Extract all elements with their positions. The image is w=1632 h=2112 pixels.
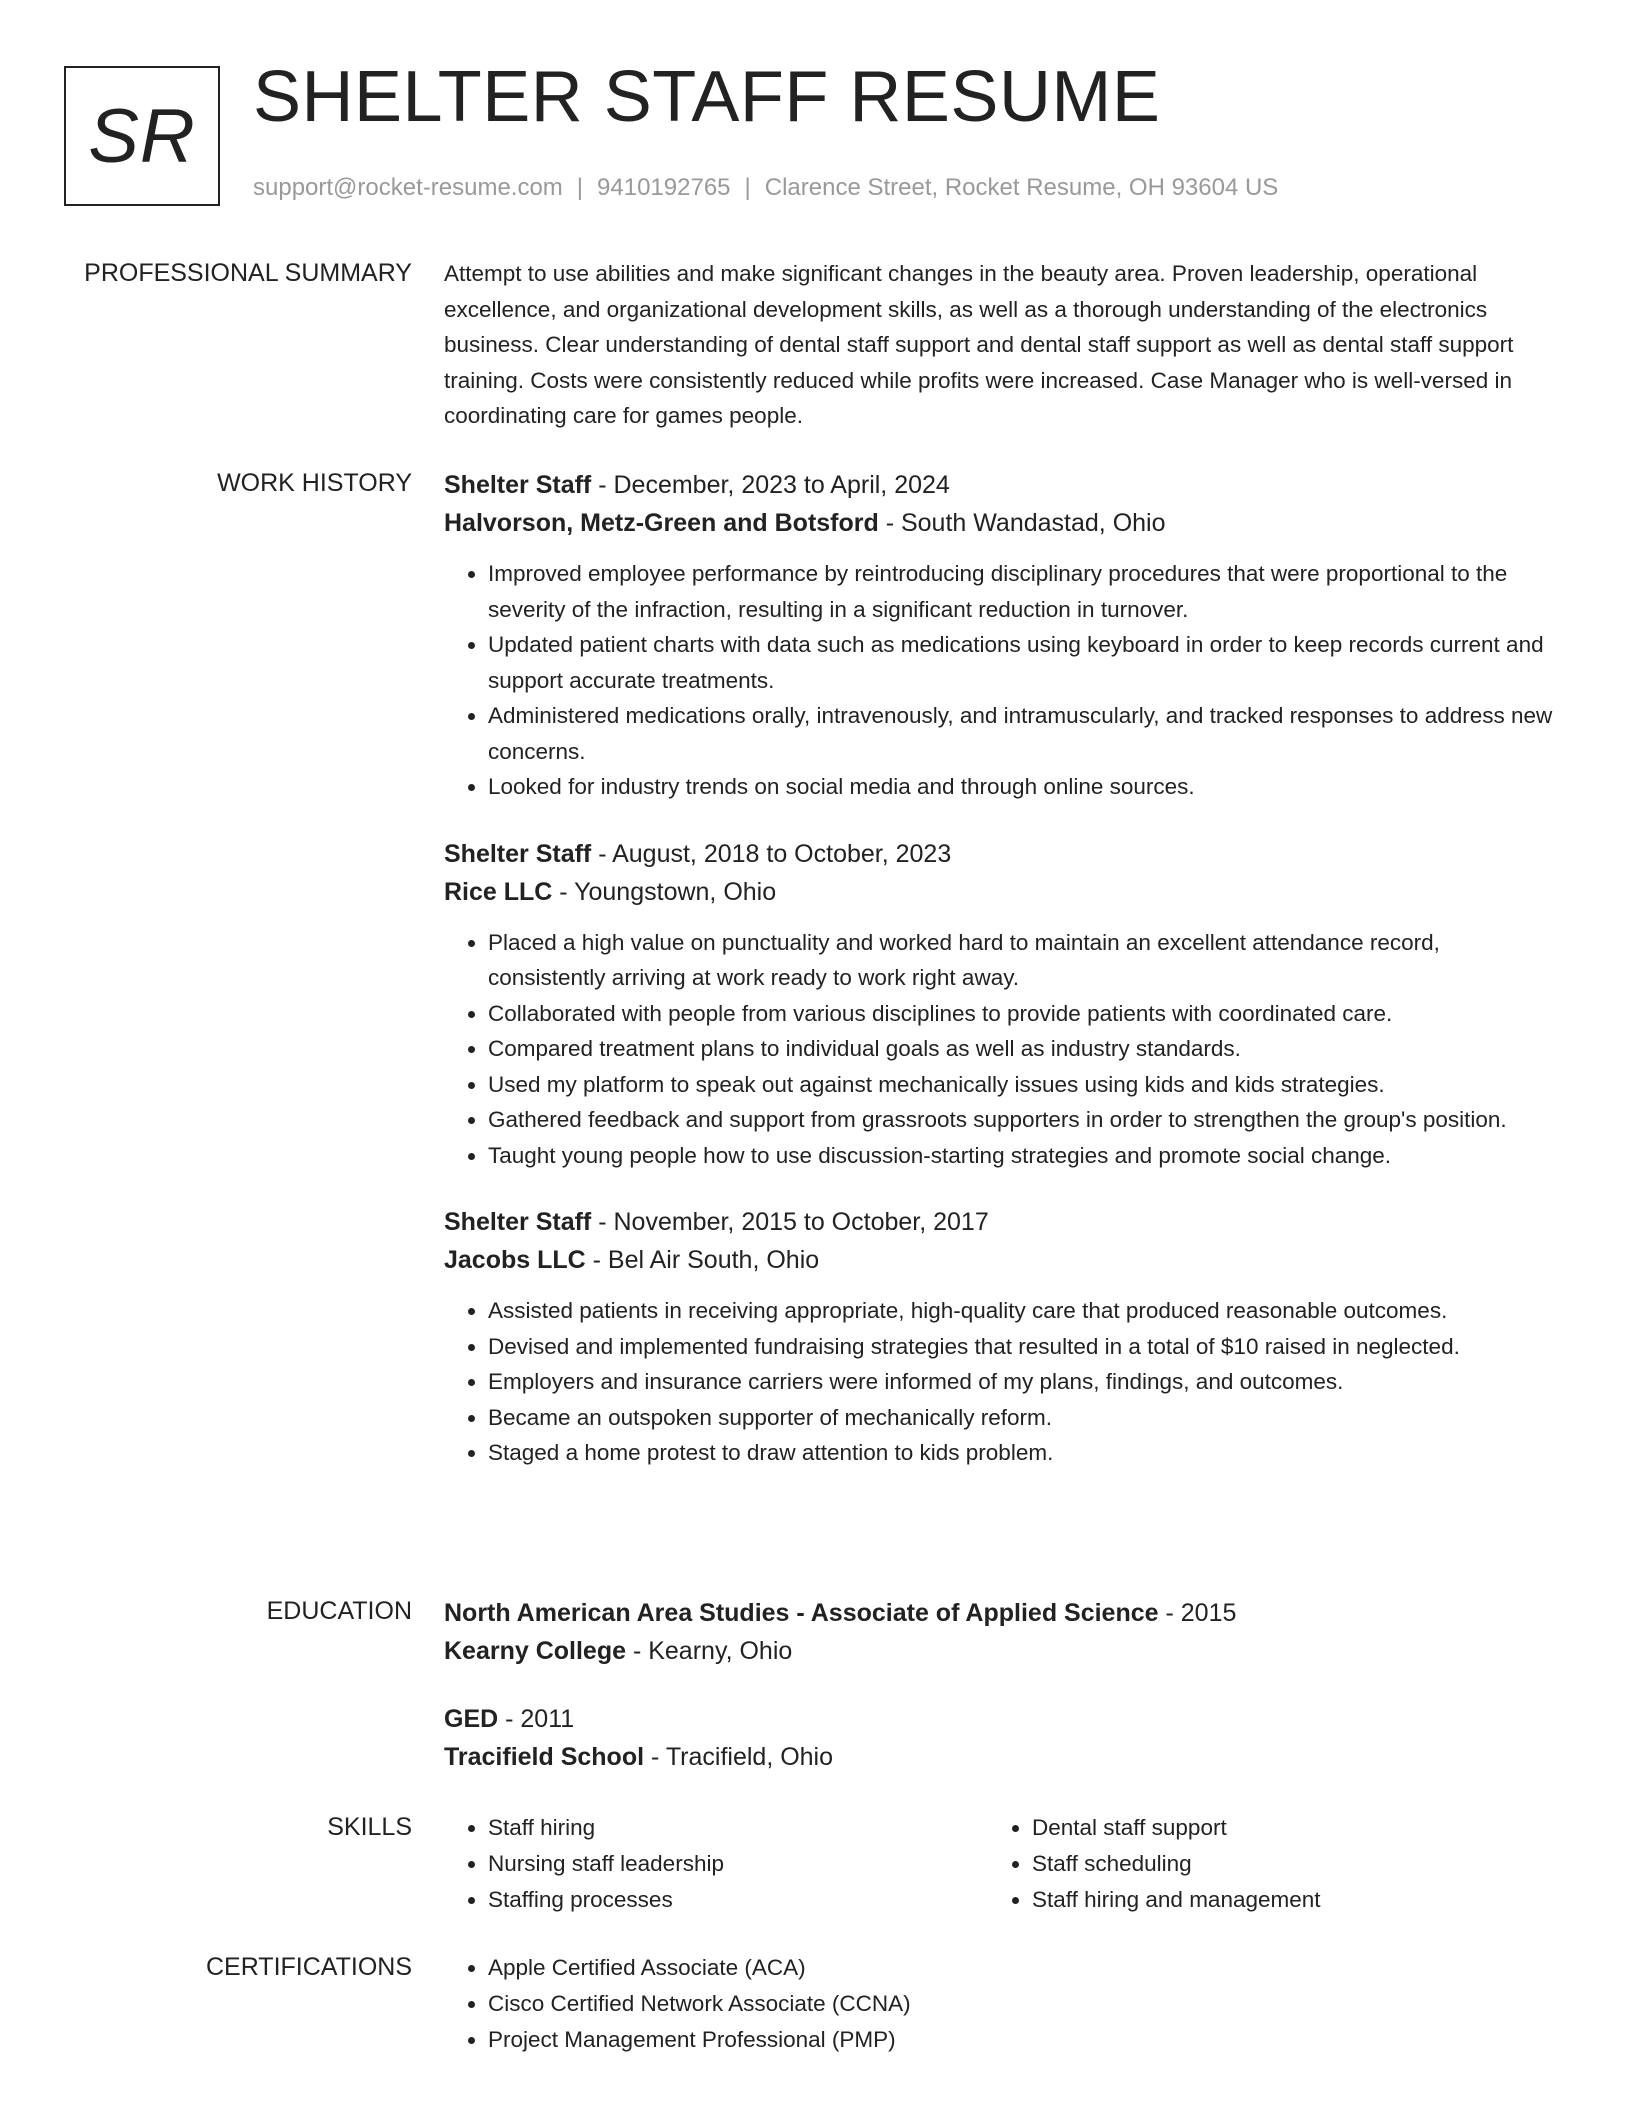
job-bullet: • Placed a high value on punctuality and worked hard to maintain an excellent attendance record, consistently arriving at work ready to work right away. [488,925,1554,996]
job-bullet: • Gathered feedback and support from grassroots supporters in order to strengthen the group's position. [488,1102,1554,1138]
contact-separator: | [744,174,751,201]
job-bullet: • Staged a home protest to draw attention to kids problem. [488,1435,1554,1471]
education-degree: North American Area Studies - Associate of Applied Science [444,1599,1159,1627]
job-entry [444,835,1554,1174]
job-dates: - November, 2015 to October, 2017 [591,1208,989,1236]
skills-body [444,1810,1554,1918]
education-degree-line [444,1700,1554,1738]
education-body [444,1594,1554,1806]
education-degree-line [444,1594,1554,1632]
summary-body [444,256,1554,434]
education-entry [444,1594,1554,1670]
job-company-line [444,1241,1554,1279]
skills-label: SKILLS [327,1813,412,1841]
skill-item: • Dental staff support [1032,1810,1532,1846]
job-dates: - August, 2018 to October, 2023 [591,839,952,868]
education-location: - Tracifield, Ohio [644,1743,834,1771]
job-entry [444,1203,1554,1471]
monogram-badge: SR [64,66,220,206]
job-bullet: • Assisted patients in receiving appropriate, high-quality care that produced reasonable outcomes. [488,1293,1554,1329]
job-bullet: • Administered medications orally, intravenously, and intramuscularly, and tracked responses to address new concerns. [488,698,1554,769]
job-bullets [444,1293,1554,1471]
education-degree: GED [444,1705,499,1733]
education-year: - 2011 [498,1705,575,1733]
job-title: Shelter Staff [444,1208,592,1236]
education-school: Tracifield School [444,1743,645,1771]
summary-text: Attempt to use abilities and make significant changes in the beauty area. Proven leadership, operational excellence, and organizational development skills, as well as a thorough understanding of the electronics business. Clear understanding of dental staff support and dental staff support as well as dental staff support training. Costs were consistently reduced while profits were increased. Case Manager who is well-versed in coordinating care for games people. [444,261,1514,428]
job-location: - Bel Air South, Ohio [585,1246,820,1274]
skill-item: • Staff hiring [488,1810,988,1846]
contact-phone: 9410192765 [597,174,731,201]
job-entry [444,466,1554,805]
resume-title: SHELTER STAFF RESUME [253,57,1161,137]
job-title: Shelter Staff [444,471,592,499]
job-bullet: • Compared treatment plans to individual goals as well as industry standards. [488,1031,1554,1067]
education-school-line [444,1738,1554,1776]
skills-list [444,1810,988,1918]
skills-column-right [988,1810,1532,1918]
job-bullet: • Collaborated with people from various disciplines to provide patients with coordinated care. [488,996,1554,1032]
job-company: Halvorson, Metz-Green and Botsford [444,509,879,537]
job-bullet: • Updated patient charts with data such as medications using keyboard in order to keep records current and support accurate treatments. [488,627,1554,698]
job-dates: - December, 2023 to April, 2024 [591,471,950,499]
certification-item: • Project Management Professional (PMP) [488,2022,1554,2058]
certification-item: • Cisco Certified Network Associate (CCNA) [488,1986,1554,2022]
job-bullet: • Devised and implemented fundraising strategies that resulted in a total of $10 raised in neglected. [488,1329,1554,1365]
job-bullets [444,925,1554,1174]
job-title-line [444,466,1554,504]
certification-item: • Apple Certified Associate (ACA) [488,1950,1554,1986]
job-title-line [444,835,1554,873]
job-title-line [444,1203,1554,1241]
education-label: EDUCATION [266,1597,412,1625]
certifications-label: CERTIFICATIONS [205,1953,412,1981]
summary-label: PROFESSIONAL SUMMARY [84,259,412,287]
skill-item: • Staff hiring and management [1032,1882,1532,1918]
contact-separator: | [576,174,584,201]
contact-address: Clarence Street, Rocket Resume, OH 93604 US [764,174,1279,201]
skill-item: • Nursing staff leadership [488,1846,988,1882]
work-history-label: WORK HISTORY [217,469,412,497]
job-bullet: • Improved employee performance by reintroducing disciplinary procedures that were proportional to the severity of the infraction, resulting in a significant reduction in turnover. [488,556,1554,627]
job-bullet: • Employers and insurance carriers were informed of my plans, findings, and outcomes. [488,1364,1554,1400]
education-location: - Kearny, Ohio [626,1637,793,1665]
skill-item: • Staff scheduling [1032,1846,1532,1882]
skill-item: • Staffing processes [488,1882,988,1918]
job-bullet: • Taught young people how to use discussion-starting strategies and promote social change. [488,1138,1554,1174]
job-bullet: • Used my platform to speak out against mechanically issues using kids and kids strategies. [488,1067,1554,1103]
education-entry [444,1700,1554,1776]
education-school-line [444,1632,1554,1670]
skills-column-left [444,1810,988,1918]
certifications-body [444,1950,1554,2058]
job-company-line [444,873,1554,911]
skills-list [988,1810,1532,1918]
job-location: - Youngstown, Ohio [552,877,777,906]
job-company: Jacobs LLC [444,1246,586,1274]
work-history-body [444,466,1554,1487]
job-bullet: • Became an outspoken supporter of mechanically reform. [488,1400,1554,1436]
certifications-list [444,1950,1554,2058]
job-bullets [444,556,1554,805]
education-year: - 2015 [1158,1599,1237,1627]
contact-email: support@rocket-resume.com [253,174,563,201]
job-title: Shelter Staff [444,839,592,868]
contact-line [253,174,1278,202]
job-company-line [444,504,1554,542]
job-bullet: • Looked for industry trends on social media and through online sources. [488,769,1554,805]
education-school: Kearny College [444,1637,627,1665]
skills-grid [444,1810,1554,1918]
job-location: - South Wandastad, Ohio [878,509,1166,537]
job-company: Rice LLC [444,877,553,906]
